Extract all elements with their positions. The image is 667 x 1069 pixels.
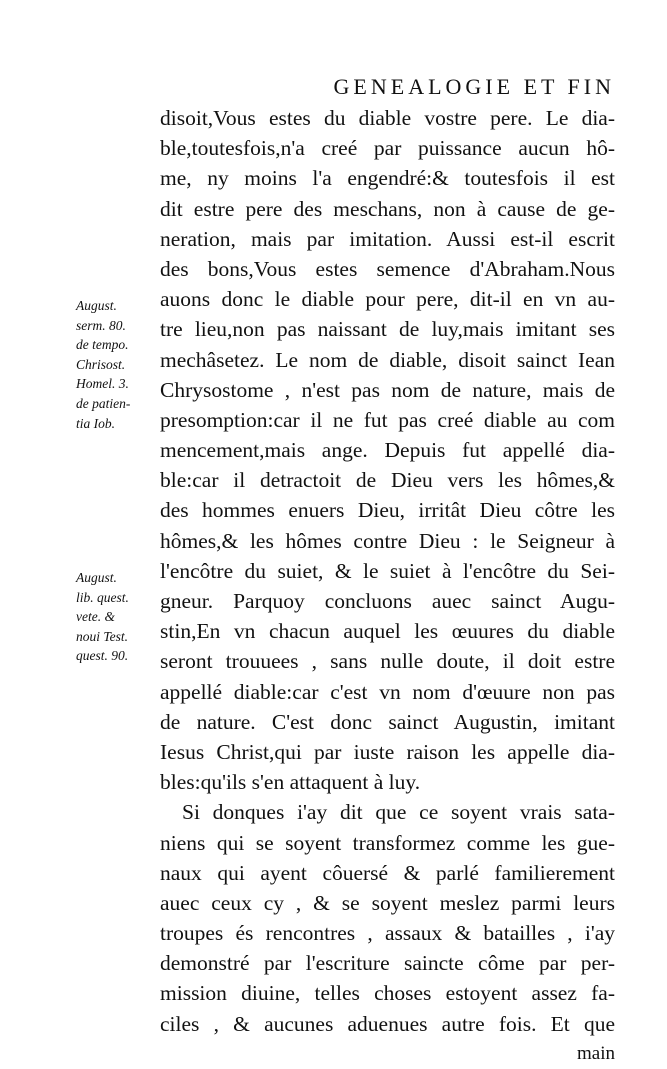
text-line: seront trouuees , sans nulle doute, il doit estre xyxy=(160,649,615,674)
text-line: auec ceux cy , & se soyent meslez parmi leurs xyxy=(160,890,615,915)
margin-note-augustine-questions xyxy=(76,568,158,666)
margin-note-line: de patien- xyxy=(76,395,131,411)
text-line: tre lieu,non pas naissant de luy,mais imitant ses xyxy=(160,317,615,342)
text-line: ble,toutesfois,n'a creé par puissance aucun hô- xyxy=(160,136,615,161)
body-text xyxy=(160,103,615,1069)
text-line: appellé diable:car c'est vn nom d'œuure non pas xyxy=(160,679,615,704)
text-line: ciles , & aucunes aduenues autre fois. Et que xyxy=(160,1011,615,1036)
margin-note-line: vete. & xyxy=(76,609,115,625)
text-line: ble:car il detractoit de Dieu vers les hômes,& xyxy=(160,468,615,493)
text-line: Iesus Christ,qui par iuste raison les appelle dia- xyxy=(160,739,615,764)
margin-note-line: August. xyxy=(76,570,117,585)
margin-note-line: quest. 90. xyxy=(76,648,129,664)
text-line: naux qui ayent côuersé & parlé familierement xyxy=(160,860,615,885)
text-line: dit estre pere des meschans, non à cause de ge- xyxy=(160,196,615,221)
text-line: me, ny moins l'a engendré:& toutesfois il est xyxy=(160,166,615,191)
paragraph-first-line: Si donques i'ay dit que ce soyent vrais sata- xyxy=(182,800,615,825)
margin-note-line: August. xyxy=(76,298,117,313)
text-line: gneur. Parquoy concluons auec sainct Augu- xyxy=(160,589,615,613)
text-line: Chrysostome , n'est pas nom de nature, mais de xyxy=(160,377,615,402)
text-line: l'encôtre du suiet, & le suiet à l'encôtre du Sei- xyxy=(160,558,615,583)
text-line: auons donc le diable pour pere, dit-il en vn au- xyxy=(160,287,615,312)
text-line: mechâsetez. Le nom de diable, disoit sainct Iean xyxy=(160,347,615,372)
margin-note-line: Chrisost. xyxy=(76,356,126,372)
running-head: GENEALOGIE ET FIN xyxy=(333,74,615,99)
margin-note-augustine-chrysostom xyxy=(76,296,158,433)
text-line: mencement,mais ange. Depuis fut appellé dia- xyxy=(160,438,615,463)
text-line: presomption:car il ne fut pas creé diable au com xyxy=(160,407,615,432)
text-line: mission diuine, telles choses estoyent assez fa- xyxy=(160,981,615,1006)
margin-note-line: tia Iob. xyxy=(76,415,115,431)
margin-note-line: de tempo. xyxy=(76,337,129,353)
margin-note-line: Homel. 3. xyxy=(76,376,129,392)
margin-note-line: serm. 80. xyxy=(76,317,126,333)
text-line: de nature. C'est donc sainct Augustin, imitant xyxy=(160,709,615,734)
text-line: des hommes enuers Dieu, irritât Dieu côtre les xyxy=(160,498,615,523)
text-line: hômes,& les hômes contre Dieu : le Seigneur à xyxy=(160,528,615,553)
text-line: des bons,Vous estes semence d'Abraham.Nous xyxy=(160,256,615,281)
text-line: neration, mais par imitation. Aussi est-il escrit xyxy=(160,226,615,251)
text-line: troupes és rencontres , assaux & batailles , i'ay xyxy=(160,921,615,946)
text-line: niens qui se soyent transformez comme les gue- xyxy=(160,830,615,855)
text-line: bles:qu'ils s'en attaquent à luy. xyxy=(160,770,421,795)
catchword: main xyxy=(577,1042,615,1064)
text-line: disoit,Vous estes du diable vostre pere. Le dia- xyxy=(160,106,615,130)
text-line: stin,En vn chacun auquel les œuures du diable xyxy=(160,619,615,644)
margin-note-line: lib. quest. xyxy=(76,589,129,605)
text-line: demonstré par l'escriture saincte côme par per- xyxy=(160,951,615,976)
margin-note-line: noui Test. xyxy=(76,628,129,644)
